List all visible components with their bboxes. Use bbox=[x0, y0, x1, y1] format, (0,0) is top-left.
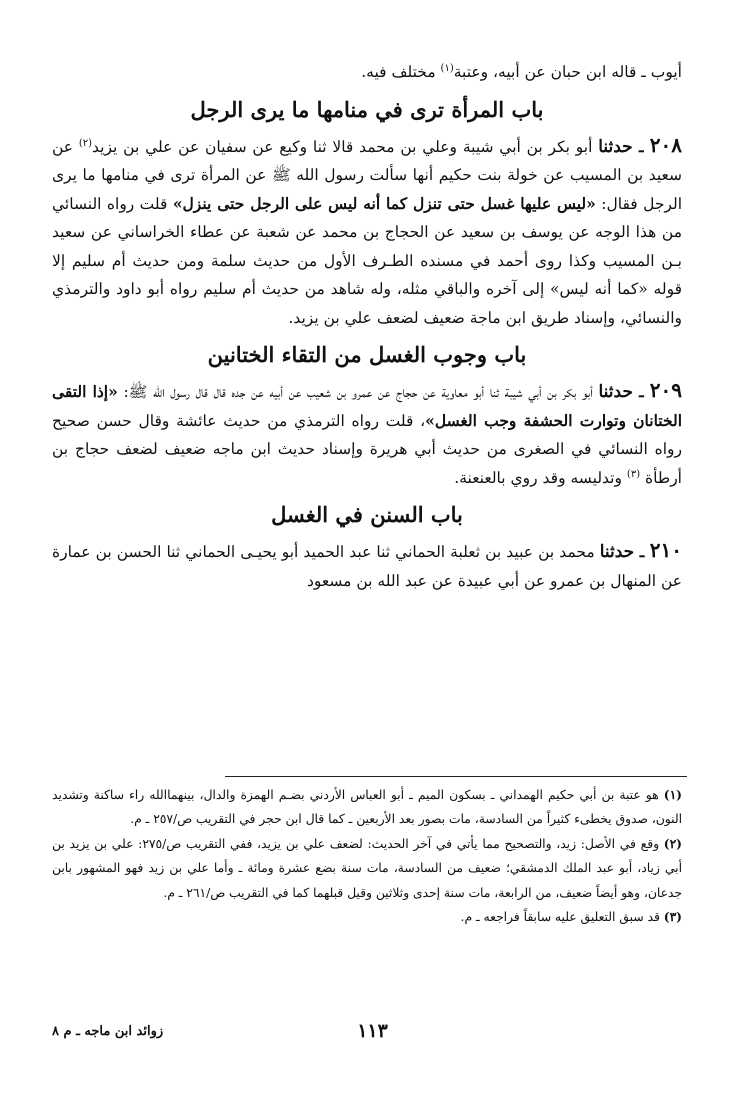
chapter-title-1: باب المرأة ترى في منامها ما يرى الرجل bbox=[190, 96, 544, 122]
footnotes bbox=[52, 783, 682, 929]
continuation-text-end: مختلف فيه. bbox=[361, 63, 441, 81]
hadith-number: ٢٠٩ bbox=[649, 378, 682, 402]
hadith-208: ٢٠٨ ـ حدثنا أبو بكر بن أبي شيبة وعلي بن محمد قالا ثنا وكيع عن سفيان عن علي بن يزيد$^{(٢)}$ عن سعيد بن المسيب عن خولة بنت حكيم أنها سألت رسول الله ﷺ عن المرأة ترى في منامها ما يرى الرجل فقال: «ليس عليها غسل حتى تنزل كما أنه ليس على الرجل حتى ينزل» قلت رواه النسائي من هذا الوجه عن يوسف بن سعيد عن الحجاج بن محمد عن شعبة عن عطاء الخراساني عن سعيد بـن المسيب وكذا روى أحمد في مسنده الطـرف الأول من حديث سلمة ومن حديث أم سليم إلا قوله «كما أنه ليس» إلى آخره والباقي مثله، وله شاهد من حديث أم سليم رواه أبو داود والترمذي والنسائي، وإسناد طريق ابن ماجة ضعيف لضعف علي بن يزيد. bbox=[52, 132, 682, 327]
continuation-paragraph bbox=[52, 58, 682, 87]
hadith-number: ٢٠٨ bbox=[649, 132, 682, 157]
continuation-text: أيوب ـ قاله ابن حبان عن أبيه، وعتبة bbox=[453, 63, 682, 81]
hadith-210: ٢١٠ ـ حدثنا محمد بن عبيد بن ثعلبة الحماني ثنا عبد الحميد أبو يحيـى الحماني ثنا الحسن بن عمارة عن المنهال بن عمرو عن أبي عبيدة عن عبد الله بن مسعود bbox=[52, 538, 682, 590]
footnote-3: (٣) قد سبق التعليق عليه سابقاً فراجعه ـ م. bbox=[460, 909, 682, 925]
hadith-keyword: حدثنا bbox=[598, 136, 633, 157]
hadith-209: ٢٠٩ ـ حدثنا أبو بكر بن أبي شيبة ثنا أبو معاوية عن حجاج عن عمرو بن شعيب عن أبيه عن جده قال قال رسول الله ﷺ: «إذا التقى الختانان وتوارت الحشفة وجب الغسل»، قلت رواه الترمذي من حديث عائشة وقال حسن صحيح رواه النسائي في الصغرى من حديث أبي هريرة وإسناد حديث ابن ماجه ضعيف لضعف حجاج بن أرطأة $^{(٣)}$ وتدليسه وقد روي بالعنعنة. bbox=[52, 378, 682, 487]
chapter-title-2: باب وجوب الغسل من التقاء الختانين bbox=[207, 342, 527, 367]
footnote-ref-3: (٣) bbox=[626, 468, 641, 480]
footnote-divider bbox=[225, 776, 687, 777]
page-number: ١١٣ bbox=[357, 1020, 388, 1042]
footnote-ref-1: (١) bbox=[440, 62, 454, 74]
footnote-1: (١) هو عتبة بن أبي حكيم الهمداني ـ بسكون الميم ـ أبو العباس الأردني بضـم الهمزة والدال، بينهماالله راء ساكنة وتشديد النون، صدوق يخطىء كثيراً من السادسة، مات بصور بعد الأربعين ـ كما قال ابن حجر في التقريب ص/٢٥٧ ـ م. bbox=[52, 787, 682, 827]
footnote-ref-2: (٢) bbox=[78, 137, 93, 149]
hadith-quote: «ليس عليها غسل حتى تنزل كما أنه ليس على الرجل حتى ينزل» bbox=[172, 193, 596, 213]
chapter-title-3: باب السنن في الغسل bbox=[271, 502, 463, 527]
hadith-quote: «إذا التقى الختانان وتوارت الحشفة وجب الغسل» bbox=[52, 382, 682, 430]
main-text-block bbox=[52, 58, 682, 595]
signature-mark: زوائد ابن ماجه ـ م ٨ bbox=[52, 1024, 164, 1039]
hadith-keyword: حدثنا bbox=[599, 542, 635, 562]
footnote-2: (٢) وقع في الأصل: زيد، والتصحيح مما يأتي في آخر الحديث: لضعف علي بن يزيد، ففي التقريب ص/٢٧٥: علي بن يزيد بن أبي زياد، أبو عبد الملك الدمشقي؛ ضعيف من السادسة، مات سنة بضع عشرة ومائة ـ وأما علي بن زيد فهو المشهور بابن جدعان، وهو أيضاً ضعيف، من الرابعة، مات سنة إحدى وثلاثين وقيل قبلهما كما في التقريب ص/٢٦١ ـ م. bbox=[52, 835, 682, 900]
hadith-keyword: حدثنا bbox=[598, 382, 633, 402]
hadith-number: ٢١٠ bbox=[649, 538, 682, 562]
